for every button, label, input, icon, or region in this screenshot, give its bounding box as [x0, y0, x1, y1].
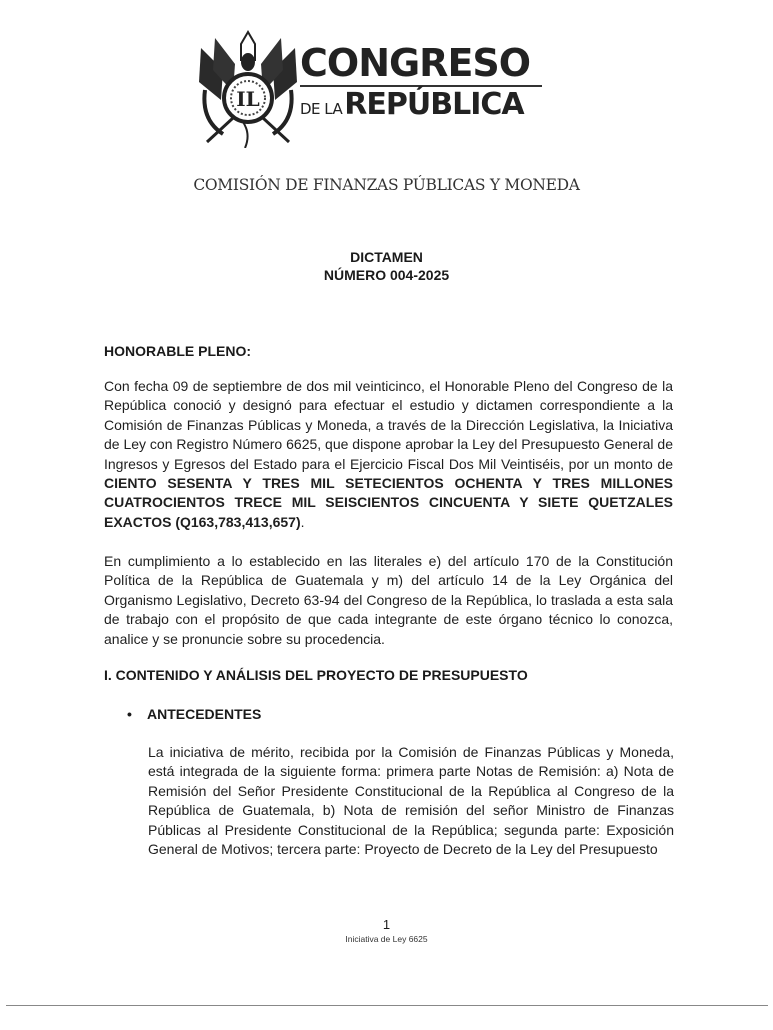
commission-name: COMISIÓN DE FINANZAS PÚBLICAS Y MONEDA [193, 176, 580, 194]
section-heading: I. CONTENIDO Y ANÁLISIS DEL PROYECTO DE PRESUPUESTO [104, 667, 528, 683]
subheading-row [127, 706, 261, 722]
coat-of-arms-icon [193, 30, 303, 148]
page-number: 1 [382, 917, 391, 932]
paragraph-2: En cumplimiento a lo establecido en las literales e) del artículo 170 de la Constitución Política de la República de Guatemala y m) del artículo 14 de la Ley Orgánica del Organismo Legislativo, Decreto 63-94 del Congreso de la República, lo traslada a esta sala de trabajo con el propósito de que cada integrante de este órgano técnico lo conozca, analice y se pronuncie sobre su procedencia. [104, 553, 673, 647]
logo-line2-prefix: DE LA [300, 100, 343, 118]
page-bottom-divider [6, 1005, 768, 1006]
logo-line2: REPÚBLICA [344, 87, 524, 122]
document-number: NÚMERO 004-2025 [323, 267, 450, 283]
svg-text:IL: IL [236, 87, 260, 111]
paragraph-1-text: Con fecha 09 de septiembre de dos mil veinticinco, el Honorable Pleno del Congreso de la República conoció y designó para efectuar el estudio y dictamen correspondiente a la Comisión de Finanzas Públicas y Moneda, a través de la Dirección Legislativa, la Iniciativa de Ley con Registro Número 6625, que dispone aprobar la Ley del Presupuesto General de Ingresos y Egresos del Estado para el Ejercicio Fiscal Dos Mil Veintiséis, por un monto de [104, 378, 673, 472]
budget-amount: CIENTO SESENTA Y TRES MIL SETECIENTOS OCHENTA Y TRES MILLONES CUATROCIENTOS TRECE MIL SEISCIENTOS CINCUENTA Y SIETE QUETZALES EXACTOS (Q163,783,413,657) [104, 475, 673, 530]
logo-line1: CONGRESO [300, 41, 531, 85]
congreso-logo [193, 30, 553, 150]
wordmark [300, 41, 542, 122]
paragraph-3: La iniciativa de mérito, recibida por la Comisión de Finanzas Públicas y Moneda, está integrada de la siguiente forma: primera parte Notas de Remisión: a) Nota de Remisión del Señor Presidente Constitucional de la República al Congreso de la República de Guatemala, b) Nota de remisión del señor Ministro de Finanzas Públicas al Presidente Constitucional de la República; segunda parte: Exposición General de Motivos; tercera parte: Proyecto de Decreto de la Ley del Presupuesto [148, 744, 674, 858]
paragraph-1 [104, 377, 673, 532]
paragraph-1-end: . [300, 513, 305, 530]
salutation: HONORABLE PLENO: [104, 343, 251, 359]
document-title: DICTAMEN [350, 249, 423, 265]
bullet-icon: • [127, 706, 132, 722]
subheading: ANTECEDENTES [147, 706, 262, 722]
footer-reference: Iniciativa de Ley 6625 [345, 934, 428, 944]
